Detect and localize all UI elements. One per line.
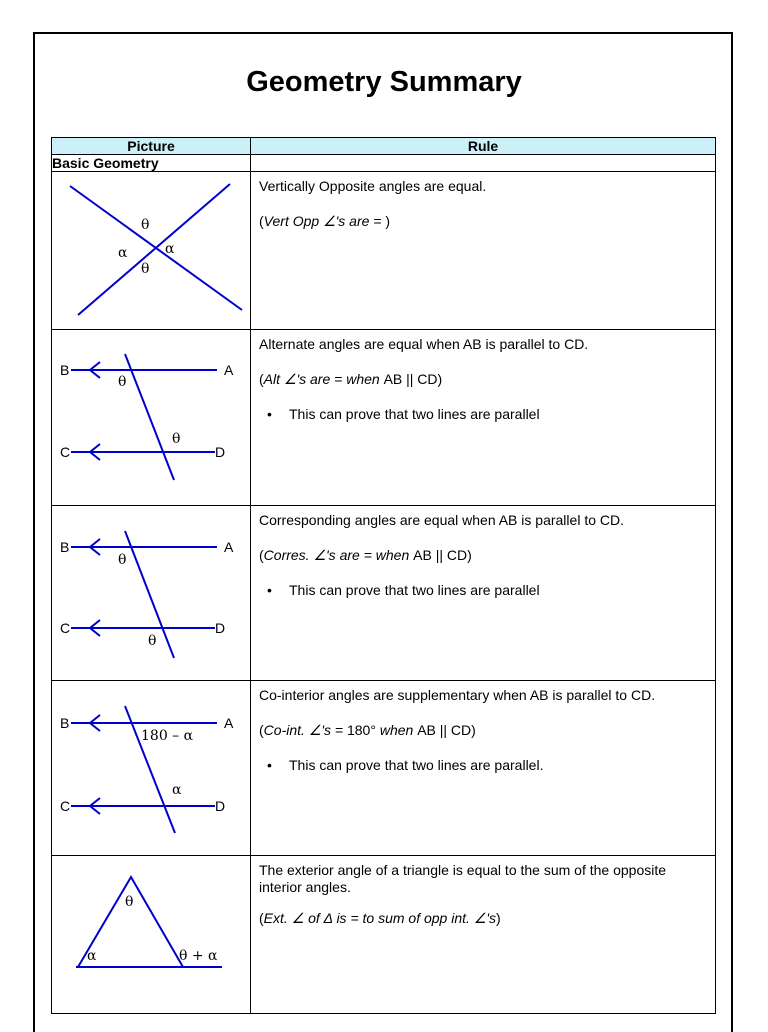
theta-label-upper: θ [118,374,127,390]
diagonal-line-2 [78,184,230,315]
alpha-label-right: α [165,241,175,257]
rule-cell [251,330,716,506]
label-B: B [60,715,70,731]
transversal [125,706,175,833]
rule-text: Co-interior angles are supplementary when AB is parallel to CD. [259,687,656,703]
label-A: A [224,539,234,555]
picture-cell [52,681,251,856]
rule-formula: (Corres. ∠'s are = when AB || CD) [259,547,472,563]
rule-bullet: • This can prove that two lines are parallel. [267,757,544,773]
rule-cell [251,856,716,1014]
theta-label-upper: θ [118,552,127,568]
rule-bullet: • This can prove that two lines are parallel [267,406,540,422]
rule-formula: (Alt ∠'s are = when AB || CD) [259,371,443,387]
supplementary-label: 180 – α [141,728,194,744]
label-B: B [60,362,70,378]
picture-cell [52,330,251,506]
exterior-angle-label: θ + α [179,948,218,964]
table-row [52,506,716,681]
exterior-angle-diagram [52,856,251,1010]
rule-formula: (Vert Opp ∠'s are = ) [259,213,391,229]
table-row [52,172,716,330]
page-title: Geometry Summary [246,66,522,98]
theta-label-bottom: θ [141,261,150,277]
rule-text: Alternate angles are equal when AB is parallel to CD. [259,336,589,352]
theta-label-top: θ [141,217,150,233]
table-row [52,681,716,856]
label-D: D [215,444,226,460]
rule-text: The exterior angle of a triangle is equal to the sum of the opposite interior angles. [259,862,667,895]
rule-text: Vertically Opposite angles are equal. [259,178,487,194]
theta-label: θ [125,894,134,910]
rule-bullet: • This can prove that two lines are parallel [267,582,540,598]
alpha-label-left: α [118,245,128,261]
label-D: D [215,620,226,636]
label-A: A [224,362,234,378]
section-label: Basic Geometry [52,155,251,172]
section-empty-cell [251,155,716,172]
theta-label-lower: θ [172,431,181,447]
picture-cell [52,172,251,330]
label-C: C [60,620,71,636]
alternate-angles-diagram [52,330,251,502]
rule-formula: (Ext. ∠ of Δ is = to sum of opp int. ∠'s) [259,910,501,926]
table-row [52,330,716,506]
geometry-summary-table [51,137,716,1014]
alpha-label: α [87,948,97,964]
header-picture: Picture [52,138,251,155]
picture-cell [52,506,251,681]
label-C: C [60,798,71,814]
rule-text: Corresponding angles are equal when AB is parallel to CD. [259,512,624,528]
section-row [52,155,716,172]
rule-cell [251,172,716,330]
header-rule: Rule [251,138,716,155]
picture-cell [52,856,251,1014]
alpha-label: α [172,782,182,798]
rule-cell [251,506,716,681]
transversal [125,354,174,480]
corresponding-angles-diagram [52,506,251,677]
theta-label-lower: θ [148,633,157,649]
rule-cell [251,681,716,856]
vertically-opposite-diagram [52,172,251,326]
label-C: C [60,444,71,460]
table-row [52,856,716,1014]
label-D: D [215,798,226,814]
label-A: A [224,715,234,731]
label-B: B [60,539,70,555]
co-interior-angles-diagram [52,681,251,852]
table-header-row [52,138,716,155]
rule-formula: (Co-int. ∠'s = 180° when AB || CD) [259,722,476,738]
